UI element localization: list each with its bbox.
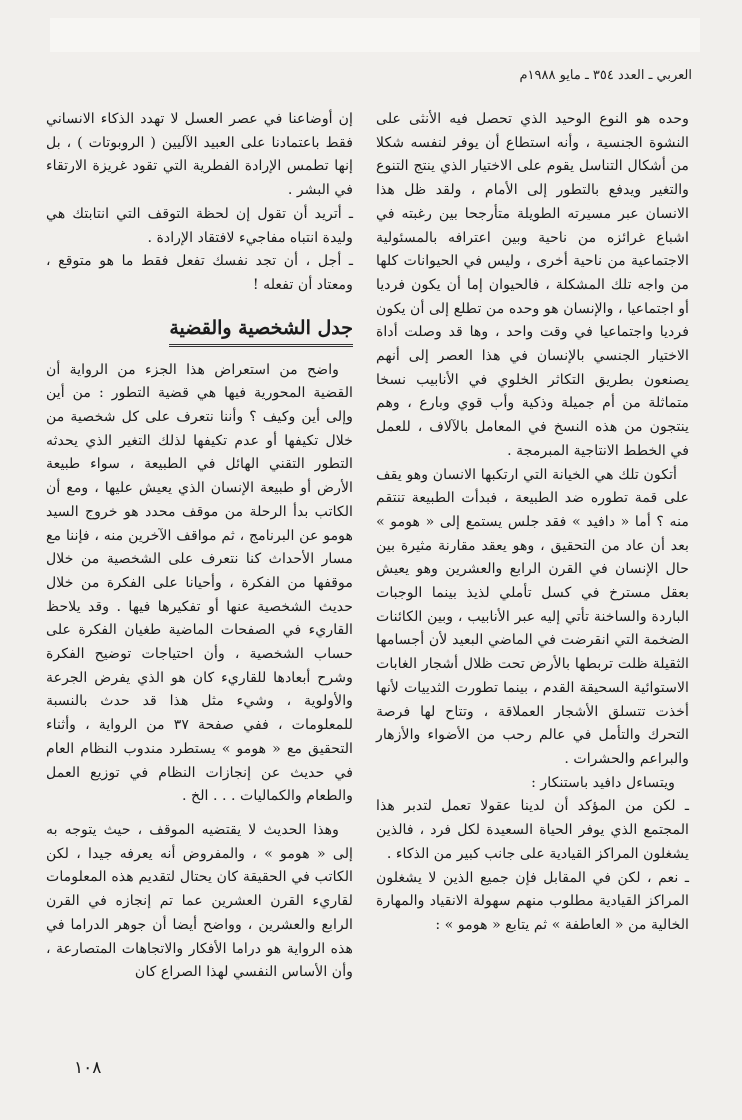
paragraph: ـ لكن من المؤكد أن لدينا عقولا تعمل لتدبر هذا المجتمع الذي يوفر الحياة السعيدة لكل فرد ، فالذين يشغلون المراكز القيادية على جانب كبير من الذكاء . (376, 798, 689, 862)
paragraph: وحده هو النوع الوحيد الذي تحصل فيه الأنثى على النشوة الجنسية ، وأنه استطاع أن يوفر لنفسه شكلا من أشكال التناسل يقوم على الاختيار الذي ينتج التنوع والتغير ويدفع بالتطور إلى الأمام ، ولقد ظل هذا الانسان عبر مسيرته الطويلة متأرجحا بين رغبته في اشباع غرائزه من ناحية وبين اعترافه بالمسئولية الاجتماعية من ناحية أخرى ، وليس في الحيوانات كلها من واجه تلك المشكلة ، فالحيوان إما أن يكون فرديا أو اجتماعيا ، والإنسان هو وحده من تطلع إلى أن يكون فرديا واجتماعيا في وقت واحد ، وها قد وصلت أداة الاختيار الجنسي بالإنسان في هذا العصر إلى أنهم يصنعون بطريق التكاثر الخلوي في الأنابيب نسخا متماثلة من أم جميلة وذكية وأب قوي وبارع ، وهم ينتجون من هذه النسخ في المعامل بالآلاف ، للعمل في الخطط الانتاجية المبرمجة . (376, 111, 689, 459)
paragraph: وهذا الحديث لا يقتضيه الموقف ، حيث يتوجه به إلى « هومو » ، والمفروض أنه يعرفه جيدا ، لكن الكاتب في الحقيقة كان يحتال لتقديم هذه المعلومات لقاريء القرن العشرين عما تم إنجازه في القرن الرابع والعشرين ، وواضح أيضا أن جوهر الدراما في هذه الرواية هو دراما الأفكار والاتجاهات المتصارعة ، وأن الأساس النفسي لهذا الصراع كان (46, 821, 353, 981)
left-column (46, 108, 353, 985)
right-column (376, 108, 689, 938)
section-heading: جدل الشخصية والقضية (169, 314, 353, 347)
top-margin-band (50, 18, 700, 52)
paragraph: ـ أجل ، أن تجد نفسك تفعل فقط ما هو متوقع ، ومعتاد أن تفعله ! (46, 253, 353, 293)
paragraph: أتكون تلك هي الخيانة التي ارتكبها الانسان وهو يقف على قمة تطوره ضد الطبيعة ، فبدأت الطبيعة تنتقم منه ؟ أما « دافيد » فقد جلس يستمع إلى « هومو » بعد أن عاد من التحقيق ، وهو يعقد مقارنة مثيرة بين حال الإنسان في القرن الرابع والعشرين وهو يعيش بعقل مسترخ في كسل تأملي لذيذ بينما الوجبات الباردة والساخنة تأتي إليه عبر الأنابيب ، وبين الكائنات الضخمة التي انقرضت في الماضي البعيد لأن أجسامها الثقيلة ظلت تربطها بالأرض تحت ظلال أشجار الغابات الاستوائية السحيقة القدم ، بينما تطورت الثدييات لأنها أخذت تتسلق الأشجار العملاقة ، وتتاح لها فرصة التحرك والتأمل في عالم رحب من الأضواء والأزهار والبراعم والحشرات . (376, 466, 689, 767)
running-header: العربي ـ العدد ٣٥٤ ـ مايو ١٩٨٨م (519, 68, 692, 83)
page-number: ١٠٨ (74, 1058, 102, 1078)
paragraph: إن أوضاعنا في عصر العسل لا تهدد الذكاء الانساني فقط باعتمادنا على العبيد الآليين ( الروبوتات ) ، بل إنها تطمس الإرادة الفطرية التي تقود غريزة الارتقاء في البشر . (46, 111, 353, 199)
paragraph: ـ نعم ، لكن في المقابل فإن جميع الذين لا يشغلون المراكز القيادية مطلوب منهم سهولة الانقياد والمهارة الخالية من « العاطفة » ثم يتابع « هومو » : (376, 869, 689, 933)
paragraph: واضح من استعراض هذا الجزء من الرواية أن القضية المحورية فيها هي قضية التطور : من أين وإلى أين وكيف ؟ وأننا نتعرف على كل شخصية من خلال تكيفها أو عدم تكيفها لذلك التغير الذي يحدثه التطور التقني الهائل في الطبيعة ، سواء طبيعة الأرض أو طبيعة الإنسان الذي يعيش عليها ، ومع أن الكاتب بدأ الرحلة من موقف محدد هو خروج السيد هومو عن البرنامج ، ثم مواقف الآخرين منه ، فإننا مع مسار الأحداث كنا نتعرف على الشخصية من خلال موقفها من الفكرة ، وأحيانا على الفكرة من خلال حديث الشخصية عنها أو تفكيرها فيها . وقد يلاحظ القاريء في الصفحات الماضية طغيان الفكرة على حساب الشخصية ، وأن احتياجات توضيح الفكرة وشرح أبعادها للقاريء كان هو الذي يفرض الجرعة والأولوية ، وشيء مثل هذا قد حدث بالنسبة للمعلومات ، ففي صفحة ٣٧ من الرواية ، وأثناء التحقيق مع « هومو » يستطرد مندوب النظام العام في حديث عن إنجازات النظام في توزيع العمل والطعام والكماليات . . . الخ . (46, 361, 353, 805)
paragraph: ـ أتريد أن تقول إن لحظة التوقف التي انتابتك هي وليدة انتباه مفاجيء لافتقاد الإرادة . (46, 205, 353, 246)
paragraph: ويتساءل دافيد باستنكار : (531, 774, 675, 791)
